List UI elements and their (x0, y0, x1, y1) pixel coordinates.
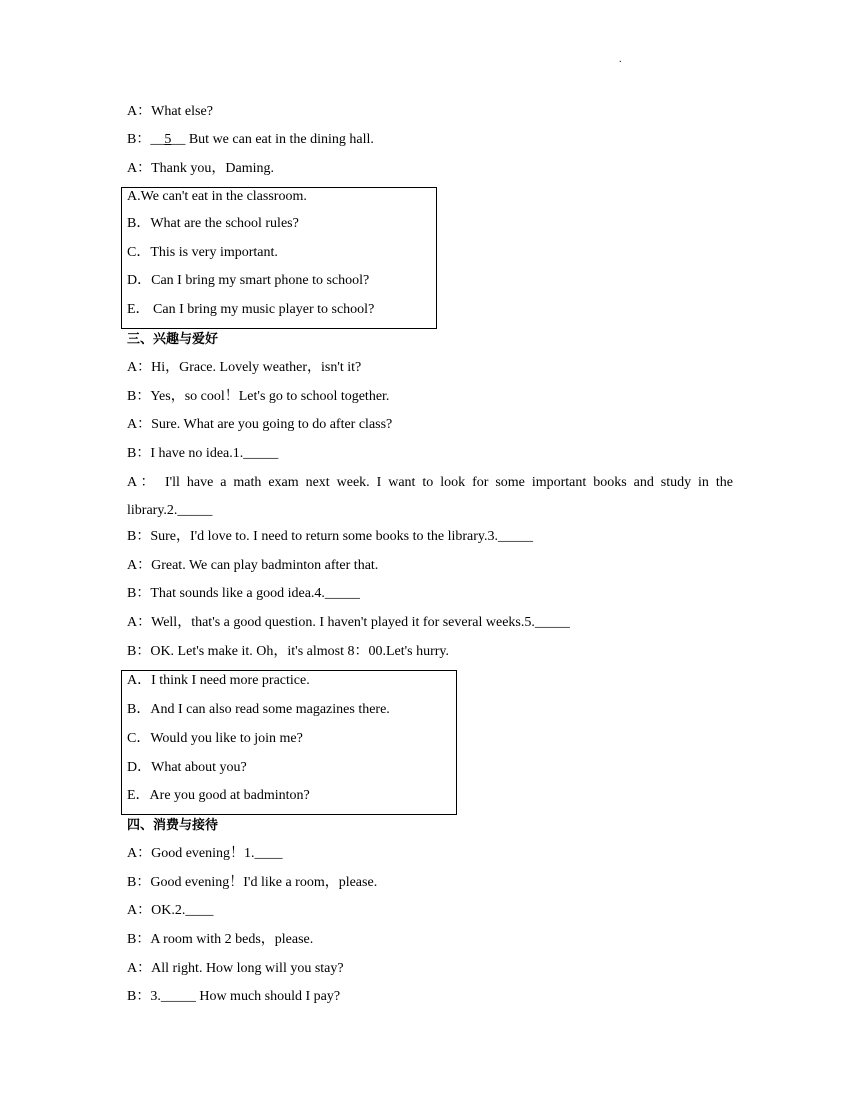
section-heading: 四、消费与接待 (127, 818, 219, 833)
option-item: C．Would you like to join me? (127, 731, 303, 746)
dialogue-line: B：I have no idea.1._____ (127, 446, 279, 461)
dialogue-line: B：Yes，so cool！Let's go to school together. (127, 389, 390, 404)
dialogue-line: A：Good evening！1.____ (127, 846, 283, 861)
option-item: D．What about you? (127, 760, 247, 775)
dialogue-line: B：That sounds like a good idea.4._____ (127, 586, 360, 601)
dialogue-line: B：Good evening！I'd like a room，please. (127, 875, 378, 890)
option-item: E． Can I bring my music player to school? (127, 302, 375, 317)
dialogue-line: B：Sure，I'd love to. I need to return some books to the library.3._____ (127, 529, 533, 544)
dialogue-line: A：All right. How long will you stay? (127, 961, 344, 976)
option-item: E．Are you good at badminton? (127, 788, 310, 803)
dialogue-line: A：What else? (127, 104, 213, 119)
option-item: B．What are the school rules? (127, 216, 299, 231)
option-item: D．Can I bring my smart phone to school? (127, 273, 370, 288)
dialogue-line (127, 131, 374, 149)
page-mark: . (619, 54, 622, 65)
section-heading: 三、兴趣与爱好 (127, 332, 219, 347)
blank-number: 5 (164, 132, 172, 147)
dialogue-line: A：Hi，Grace. Lovely weather，isn't it? (127, 360, 362, 375)
dialogue-line: A：Well，that's a good question. I haven't played it for several weeks.5._____ (127, 615, 570, 630)
dialogue-line: B：OK. Let's make it. Oh，it's almost 8：00.Let's hurry. (127, 644, 450, 659)
dialogue-line: A： I'll have a math exam next week. I want to look for some important books and study in the (127, 475, 733, 490)
dialogue-line: A：Thank you，Daming. (127, 161, 274, 176)
option-item: B．And I can also read some magazines there. (127, 702, 390, 717)
dialogue-line: B：A room with 2 beds，please. (127, 932, 314, 947)
dialogue-line: library.2._____ (127, 503, 213, 518)
dialogue-line: B：3._____ How much should I pay? (127, 989, 341, 1004)
line-suffix: __ But we can eat in the dining hall. (171, 132, 374, 147)
line-prefix: B：__ (127, 132, 165, 147)
option-item: A．I think I need more practice. (127, 673, 310, 688)
dialogue-line: A：Sure. What are you going to do after class? (127, 417, 393, 432)
option-item: C．This is very important. (127, 245, 278, 260)
dialogue-line: A：OK.2.____ (127, 903, 214, 918)
dialogue-line: A：Great. We can play badminton after that. (127, 558, 379, 573)
option-item: A.We can't eat in the classroom. (127, 189, 307, 204)
